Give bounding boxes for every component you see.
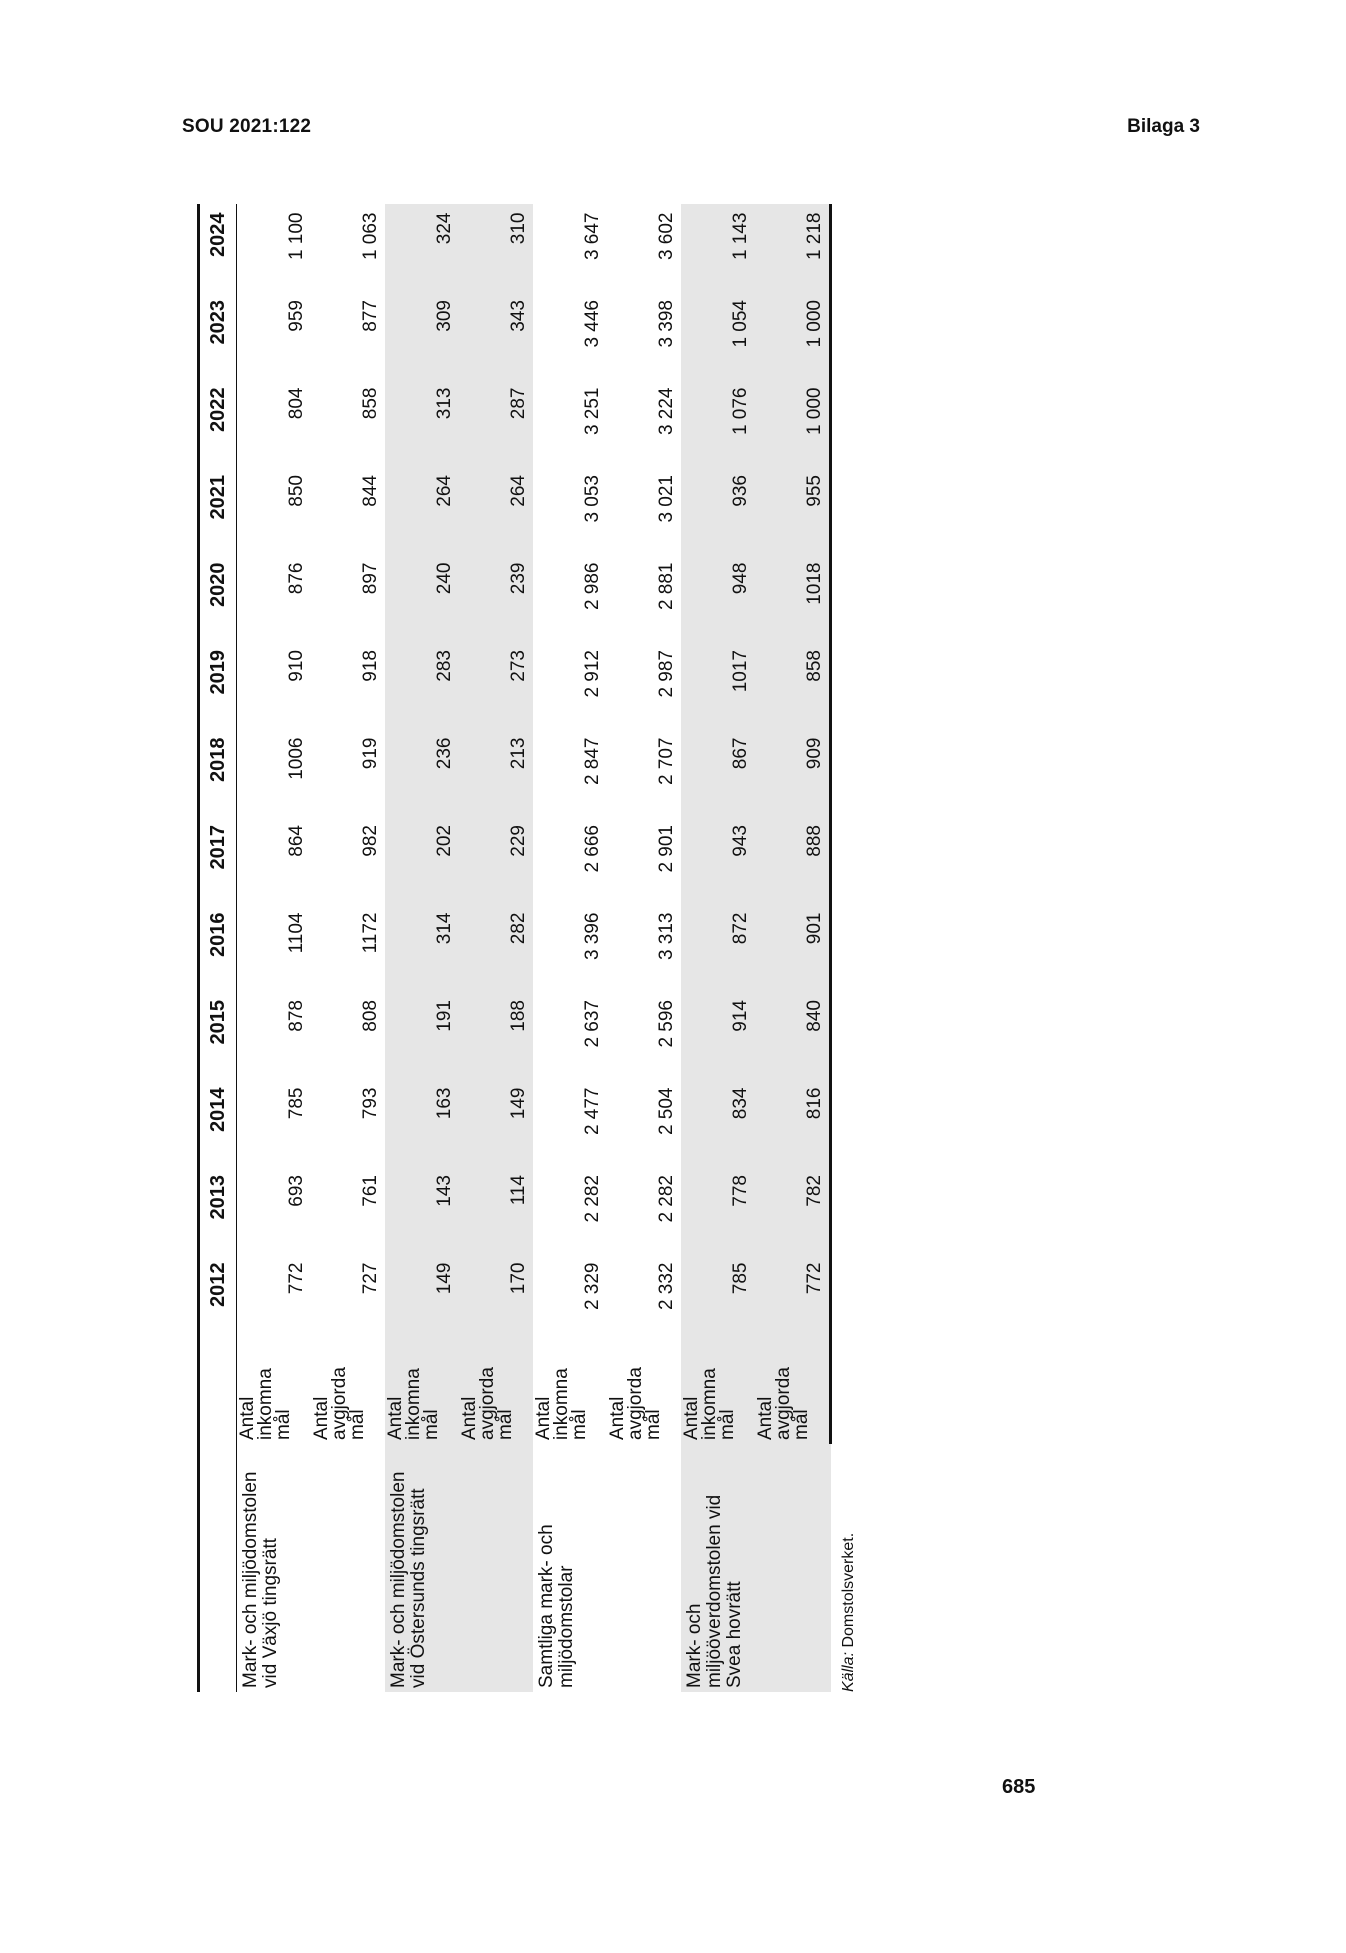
table-body <box>237 205 831 1693</box>
table-cell: 2 332 <box>656 1262 677 1311</box>
table-cell: 1 000 <box>755 292 831 380</box>
year-header: 2021 <box>207 475 229 520</box>
table-cell: 2 901 <box>656 825 677 873</box>
table-cell: 955 <box>755 467 831 555</box>
table-cell: 910 <box>286 650 307 682</box>
table-cell: 867 <box>681 730 755 818</box>
table-cell: 143 <box>385 1167 459 1255</box>
table-cell: 313 <box>385 380 459 468</box>
table-cell: 877 <box>360 300 381 332</box>
row-group-label: Mark- och miljödomstolen vid Östersunds tingsrätt <box>385 1444 533 1692</box>
measure-label: Antal inkomna mål <box>237 1368 294 1440</box>
table-header-row <box>199 205 237 1693</box>
table-cell: 3 224 <box>656 387 677 436</box>
table-cell: 1 054 <box>681 292 755 380</box>
table-cell: 2 847 <box>582 737 603 786</box>
year-header: 2022 <box>207 387 229 432</box>
table-cell: 1 100 <box>286 212 307 261</box>
table-cell: 901 <box>755 905 831 993</box>
page-number: 685 <box>1002 1776 1036 1798</box>
row-group-label: Mark- och miljödomstolen vid Växjö tingsrätt <box>240 1471 281 1688</box>
table-cell: 1 076 <box>681 380 755 468</box>
table-cell: 236 <box>385 730 459 818</box>
table-cell: 264 <box>459 467 533 555</box>
table-cell: 3 053 <box>582 475 603 523</box>
table-cell: 888 <box>755 817 831 905</box>
table-cell: 343 <box>459 292 533 380</box>
measure-label: Antal avgjorda mål <box>311 1367 368 1440</box>
measure-label: Antal inkomna mål <box>533 1368 590 1440</box>
table-cell: 778 <box>681 1167 755 1255</box>
table-cell: 2 666 <box>582 825 603 873</box>
table-cell: 309 <box>385 292 459 380</box>
table-cell: 202 <box>385 817 459 905</box>
source-note <box>840 212 858 1692</box>
table-cell: 808 <box>360 1000 381 1032</box>
table-cell: 816 <box>755 1080 831 1168</box>
table-cell: 761 <box>360 1175 381 1207</box>
table-cell: 2 707 <box>656 737 677 786</box>
table-cell: 772 <box>755 1255 831 1343</box>
table-cell: 170 <box>459 1255 533 1343</box>
table-cell: 919 <box>360 737 381 770</box>
table-cell: 948 <box>681 555 755 643</box>
table-cell: 314 <box>385 905 459 993</box>
table-cell: 2 912 <box>582 650 603 698</box>
year-header: 2014 <box>207 1087 229 1132</box>
measure-label: Antal inkomna mål <box>681 1342 755 1444</box>
table-cell: 959 <box>286 300 307 332</box>
year-header: 2018 <box>207 737 229 782</box>
table-cell: 287 <box>459 380 533 468</box>
table-cell: 149 <box>385 1255 459 1343</box>
table-cell: 282 <box>459 905 533 993</box>
table-cell: 2 282 <box>656 1175 677 1223</box>
table-cell: 2 987 <box>656 650 677 698</box>
table-cell: 213 <box>459 730 533 818</box>
table-cell: 914 <box>681 992 755 1080</box>
table-cell: 2 881 <box>656 562 677 611</box>
table-cell: 1104 <box>286 912 307 954</box>
table-cell: 310 <box>459 205 533 293</box>
measure-label: Antal inkomna mål <box>385 1342 459 1444</box>
header-blank-measure <box>199 1342 237 1444</box>
table-cell: 858 <box>755 642 831 730</box>
table-cell: 772 <box>286 1262 307 1295</box>
table-cell: 1006 <box>286 737 307 780</box>
table-cell: 149 <box>459 1080 533 1168</box>
table-cell: 872 <box>681 905 755 993</box>
table-cell: 864 <box>286 825 307 857</box>
table-cell: 2 596 <box>656 1000 677 1048</box>
table-cell: 785 <box>681 1255 755 1343</box>
table-cell: 858 <box>360 387 381 420</box>
table-row <box>237 205 312 1693</box>
table-cell: 876 <box>286 562 307 595</box>
table-cell: 3 602 <box>656 212 677 261</box>
table-cell: 3 398 <box>656 300 677 348</box>
table-cell: 943 <box>681 817 755 905</box>
year-header: 2019 <box>207 650 229 695</box>
table-cell: 229 <box>459 817 533 905</box>
table-cell: 693 <box>286 1175 307 1207</box>
running-head-left: SOU 2021:122 <box>182 116 312 137</box>
table-cell: 324 <box>385 205 459 293</box>
table-cell: 3 021 <box>656 475 677 523</box>
table-cell: 2 477 <box>582 1087 603 1136</box>
table-cell: 918 <box>360 650 381 682</box>
table-row <box>385 205 459 1693</box>
year-header: 2020 <box>207 562 229 607</box>
table-cell: 3 396 <box>582 912 603 961</box>
table-cell: 239 <box>459 555 533 643</box>
table-cell: 2 329 <box>582 1262 603 1311</box>
table-cell: 3 647 <box>582 212 603 261</box>
table-cell: 188 <box>459 992 533 1080</box>
table-cell: 264 <box>385 467 459 555</box>
measure-label: Antal avgjorda mål <box>755 1342 831 1444</box>
table-cell: 240 <box>385 555 459 643</box>
table-cell: 1 218 <box>755 205 831 293</box>
year-header: 2012 <box>207 1262 229 1307</box>
table-cell: 1172 <box>360 912 381 954</box>
table-cell: 727 <box>360 1262 381 1295</box>
table-row <box>533 205 607 1693</box>
statistics-table <box>197 205 832 1693</box>
running-head-right: Bilaga 3 <box>1127 116 1200 137</box>
table-cell: 936 <box>681 467 755 555</box>
table-cell: 2 504 <box>656 1087 677 1136</box>
table-cell: 2 637 <box>582 1000 603 1048</box>
source-label: Källa: <box>840 1651 857 1692</box>
table-cell: 191 <box>385 992 459 1080</box>
source-text: Domstolsverket. <box>840 1532 857 1652</box>
year-header: 2024 <box>207 212 229 257</box>
table-cell: 2 282 <box>582 1175 603 1223</box>
table-cell: 844 <box>360 475 381 507</box>
table-cell: 114 <box>459 1167 533 1255</box>
table-cell: 834 <box>681 1080 755 1168</box>
table-cell: 878 <box>286 1000 307 1032</box>
table-rotator <box>197 212 997 1692</box>
table-cell: 1018 <box>755 555 831 643</box>
header-blank-group <box>199 1444 237 1692</box>
table-cell: 3 251 <box>582 387 603 436</box>
table-cell: 782 <box>755 1167 831 1255</box>
year-header: 2015 <box>207 1000 229 1045</box>
year-header: 2023 <box>207 300 229 345</box>
row-group-label: Samtliga mark- och miljödomstolar <box>536 1524 577 1688</box>
table-cell: 1017 <box>681 642 755 730</box>
table-cell: 909 <box>755 730 831 818</box>
year-header: 2017 <box>207 825 229 870</box>
table-cell: 2 986 <box>582 562 603 611</box>
table-cell: 785 <box>286 1087 307 1120</box>
table-cell: 804 <box>286 387 307 420</box>
year-header: 2016 <box>207 912 229 957</box>
table-cell: 793 <box>360 1087 381 1120</box>
table-cell: 897 <box>360 562 381 595</box>
table-cell: 1 000 <box>755 380 831 468</box>
measure-label: Antal avgjorda mål <box>607 1367 664 1440</box>
row-group-label: Mark- och miljööverdomstolen vid Svea hovrätt <box>681 1444 831 1692</box>
table-cell: 283 <box>385 642 459 730</box>
table-cell: 3 313 <box>656 912 677 961</box>
measure-label: Antal avgjorda mål <box>459 1342 533 1444</box>
table-cell: 982 <box>360 825 381 857</box>
table-cell: 850 <box>286 475 307 507</box>
table-row <box>681 205 755 1693</box>
rotated-table-area <box>197 212 997 1692</box>
table-cell: 1 143 <box>681 205 755 293</box>
year-header: 2013 <box>207 1175 229 1220</box>
table-cell: 840 <box>755 992 831 1080</box>
table-cell: 3 446 <box>582 300 603 348</box>
table-cell: 163 <box>385 1080 459 1168</box>
table-cell: 273 <box>459 642 533 730</box>
table-cell: 1 063 <box>360 212 381 261</box>
